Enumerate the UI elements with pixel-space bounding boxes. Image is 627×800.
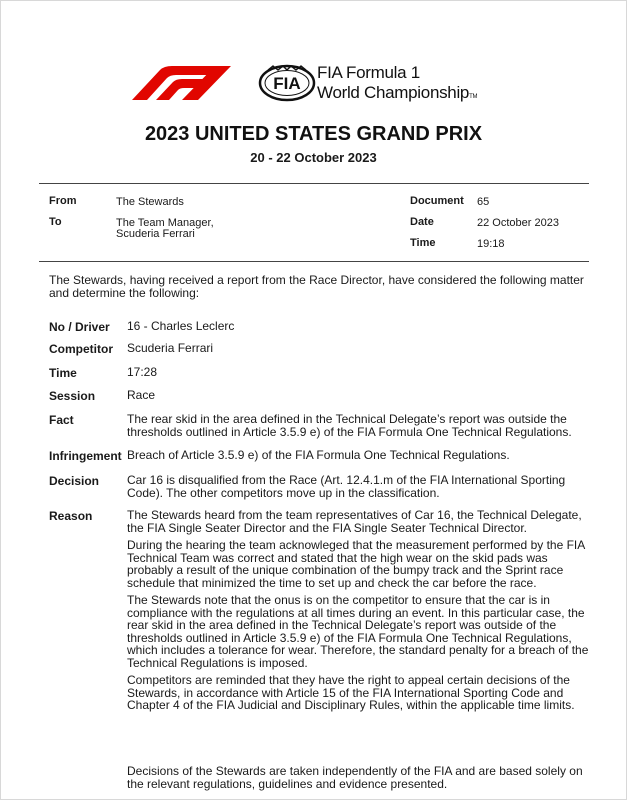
reason-paragraph: The Stewards note that the onus is on the competitor to ensure that the car is in compliance with the regulations at all times during an event. In this particular case, the rear skid in the area defined in the Technical Delegate’s report was outside of the thresholds outlined in Article 3.5.9 e) of the FIA Formula One Technical Regulations, which includes a tolerance for wear. Therefore, the standard penalty for a breach of the Technical Regulations is imposed. — [127, 593, 589, 670]
reason-paragraph: During the hearing the team acknowleged that the measurement performed by the FIA Technical Team was correct and stated that the high wear on the skid pads was probably a result of the unique combination of the bumpy track and the Sprint race schedule that minimized the time to set up and check the car before the race. — [127, 538, 585, 590]
reason-paragraph: The Stewards heard from the team representatives of Car 16, the Technical Delegate, the FIA Single Seater Director and the FIA Single Seater Technical Director. — [127, 508, 582, 535]
date-value: 22 October 2023 — [477, 217, 559, 229]
intro-text: The Stewards, having received a report from the Race Director, have considered the following matter and determine the following: — [49, 273, 584, 300]
fia-logo — [258, 64, 316, 102]
driver-value: 16 - Charles Leclerc — [127, 319, 235, 333]
brand-line-1: FIA Formula 1 — [317, 63, 420, 82]
incident-time-value: 17:28 — [127, 365, 158, 379]
fact-value: The rear skid in the area defined in the Technical Delegate’s report was outside the thresholds outlined in Article 3.5.9 e) of the FIA Formula One Technical Regulations. — [127, 412, 572, 439]
date-label: Date — [410, 216, 434, 228]
divider-top — [39, 183, 589, 184]
decision-label: Decision — [49, 474, 100, 488]
to-value-1: The Team Manager, — [116, 217, 214, 229]
time-value: 19:18 — [477, 238, 505, 250]
fia-logo-text: FIA — [273, 74, 301, 93]
event-dates: 20 - 22 October 2023 — [250, 150, 377, 165]
session-label: Session — [49, 389, 96, 403]
to-value-2: Scuderia Ferrari — [116, 228, 195, 240]
brand-text — [317, 63, 477, 107]
brand-line-2: World ChampionshipTM — [317, 83, 478, 102]
time-label: Time — [410, 237, 436, 249]
decision-value: Car 16 is disqualified from the Race (Art. 12.4.1.m of the FIA International Sporting Code). The other competitors move up in the classification. — [127, 473, 566, 500]
reason-paragraph: Competitors are reminded that they have the right to appeal certain decisions of the Stewards, in accordance with Article 15 of the FIA International Sporting Code and Chapter 4 of the FIA Judicial and Disciplinary Rules, within the applicable time limits. — [127, 673, 575, 712]
infringement-value: Breach of Article 3.5.9 e) of the FIA Formula One Technical Regulations. — [127, 448, 510, 462]
reason-label: Reason — [49, 509, 93, 523]
session-value: Race — [127, 388, 156, 402]
divider-bottom — [39, 261, 589, 262]
f1-logo — [132, 66, 260, 100]
competitor-value: Scuderia Ferrari — [127, 341, 214, 355]
document-label: Document — [410, 195, 464, 207]
to-label: To — [49, 216, 62, 228]
from-label: From — [49, 195, 77, 207]
competitor-label: Competitor — [49, 342, 113, 356]
infringement-label: Infringement — [49, 449, 122, 463]
document-value: 65 — [477, 196, 490, 208]
reason-text — [127, 509, 589, 717]
trademark: TM — [469, 94, 478, 100]
page-title: 2023 UNITED STATES GRAND PRIX — [144, 123, 483, 145]
fact-label: Fact — [49, 413, 74, 427]
footer-note: Decisions of the Stewards are taken independently of the FIA and are based solely on the relevant regulations, guidelines and evidence presented. — [127, 764, 583, 791]
from-value: The Stewards — [116, 196, 184, 208]
driver-label: No / Driver — [49, 320, 110, 334]
incident-time-label: Time — [49, 366, 77, 380]
